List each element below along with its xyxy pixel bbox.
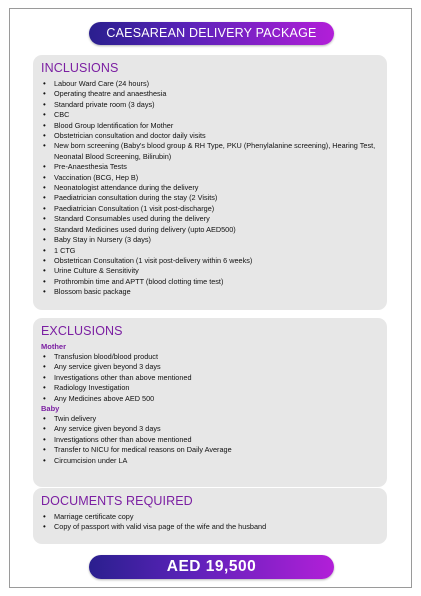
list-item: • Radiology Investigation [41,383,379,393]
list-item: • Urine Culture & Sensitivity [41,266,379,276]
price-badge: AED 19,500 [89,555,334,579]
mother-subheading: Mother [41,342,66,351]
list-item: • Transfer to NICU for medical reasons on Daily Average [41,445,379,455]
list-item: • Marriage certificate copy [41,512,379,522]
list-item: • Prothrombin time and APTT (blood clotting time test) [41,277,379,287]
list-item: • Pre-Anaesthesia Tests [41,162,379,172]
list-item: • Standard Consumables used during the delivery [41,214,379,224]
list-item: • Investigations other than above mentioned [41,435,379,445]
list-item: • Standard Medicines used during delivery (upto AED500) [41,225,379,235]
list-item: • Investigations other than above mentioned [41,373,379,383]
list-item: • Obstetrican Consultation (1 visit post-delivery within 6 weeks) [41,256,379,266]
list-item: • Neonatologist attendance during the delivery [41,183,379,193]
list-item: • Standard private room (3 days) [41,100,379,110]
list-item: • Vaccination (BCG, Hep B) [41,173,379,183]
inclusions-list [41,79,379,298]
baby-subheading: Baby [41,404,60,414]
mother-exclusions-list [41,352,379,404]
list-item: • Operating theatre and anaesthesia [41,89,379,99]
list-item: • Paediatrician Consultation (1 visit post-discharge) [41,204,379,214]
list-item: • Circumcision under LA [41,456,379,466]
list-item: • Any service given beyond 3 days [41,424,379,434]
list-item: • Obstetrician consultation and doctor daily visits [41,131,379,141]
list-item: • Labour Ward Care (24 hours) [41,79,379,89]
list-item: • CBC [41,110,379,120]
list-item: • Paediatrician consultation during the stay (2 Visits) [41,193,379,203]
list-item: • Blood Group Identification for Mother [41,121,379,131]
package-title: CAESAREAN DELIVERY PACKAGE [89,22,334,45]
list-item: • Transfusion blood/blood product [41,352,379,362]
inclusions-title: INCLUSIONS [41,61,119,75]
list-item: • 1 CTG [41,246,379,256]
list-item: • Any service given beyond 3 days [41,362,379,372]
baby-exclusions-list [41,414,379,466]
exclusions-title: EXCLUSIONS [41,324,123,338]
list-item: • Baby Stay in Nursery (3 days) [41,235,379,245]
list-item: • Twin delivery [41,414,379,424]
exclusions-panel [33,318,387,487]
list-item: • Blossom basic package [41,287,379,297]
inclusions-panel [33,55,387,310]
documents-panel [33,488,387,544]
documents-list [41,512,379,533]
list-item: • New born screening (Baby's blood group & RH Type, PKU (Phenylalanine screening), Hearing Test, Neonatal Blood Screening, Bilirubin) [41,141,379,162]
documents-title: DOCUMENTS REQUIRED [41,494,193,508]
list-item: • Any Medicines above AED 500 [41,394,379,404]
list-item: • Copy of passport with valid visa page of the wife and the husband [41,522,379,532]
